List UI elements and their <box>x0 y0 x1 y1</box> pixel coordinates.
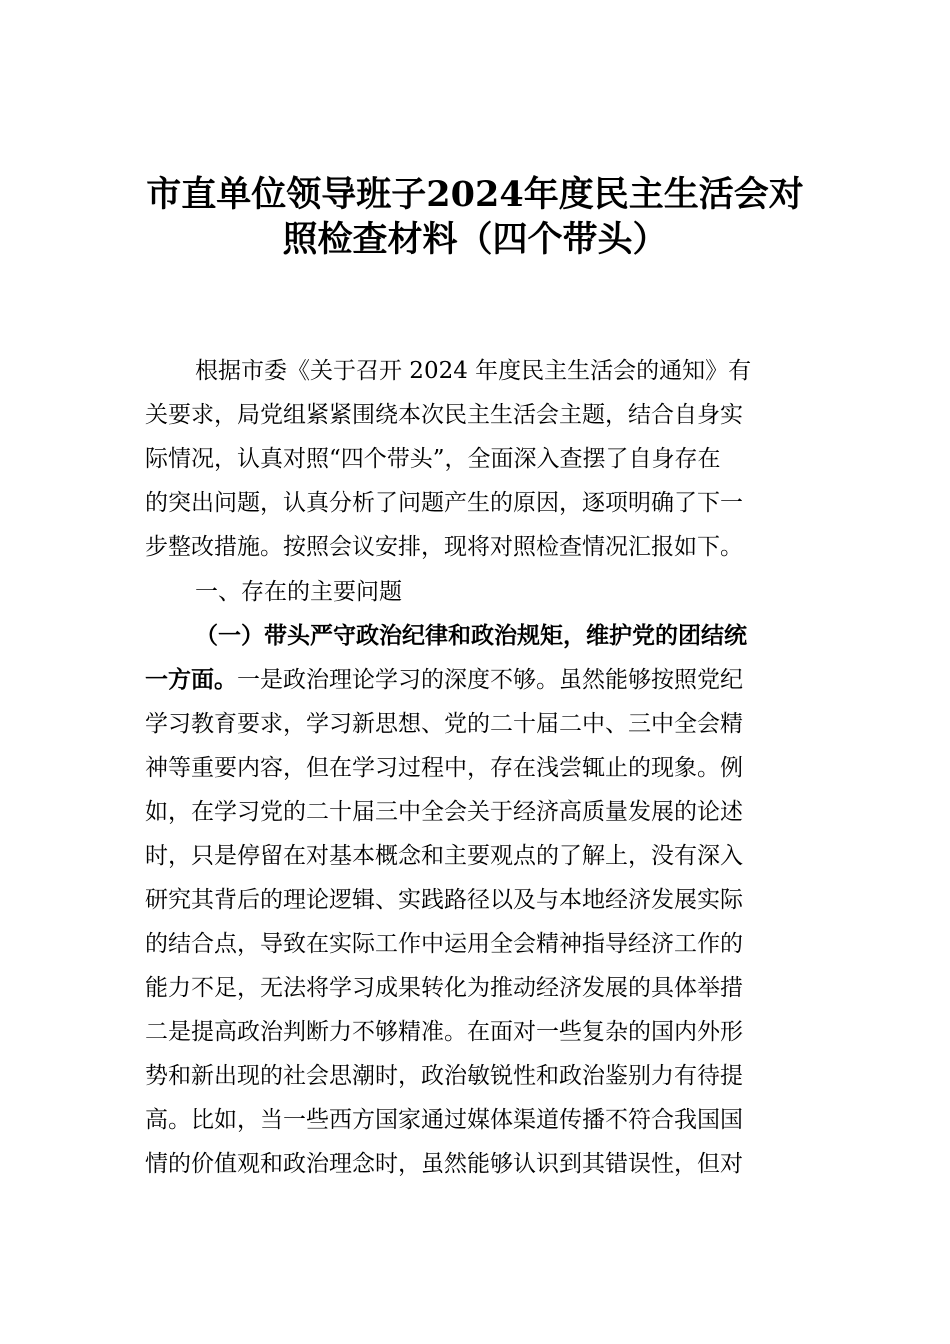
intro-line: 的突出问题，认真分析了问题产生的原因，逐项明确了下一 <box>145 490 743 516</box>
body-line: 能力不足，无法将学习成果转化为推动经济发展的具体举措 <box>145 975 743 1001</box>
body-line: 情的价值观和政治理念时，虽然能够认识到其错误性，但对 <box>145 1151 743 1177</box>
body-line: 神等重要内容，但在学习过程中，存在浅尝辄止的现象。例 <box>145 755 743 781</box>
document-title-line-2: 照检查材料（四个带头） <box>282 219 668 260</box>
subsection-heading: （一）带头严守政治纪律和政治规矩，维护党的团结统 <box>195 622 747 649</box>
subsection-line <box>145 662 805 698</box>
subsection-text: 一是政治理论学习的深度不够。虽然能够按照党纪 <box>237 667 743 693</box>
intro-line: 际情况，认真对照“四个带头”，全面深入查摆了自身存在 <box>145 446 721 472</box>
body-line: 势和新出现的社会思潮时，政治敏锐性和政治鉴别力有待提 <box>145 1063 743 1089</box>
document-title-line-1: 市直单位领导班子2024年度民主生活会对 <box>146 174 804 215</box>
body-line: 如，在学习党的二十届三中全会关于经济高质量发展的论述 <box>145 799 743 825</box>
body-line: 时，只是停留在对基本概念和主要观点的了解上，没有深入 <box>145 843 743 869</box>
section-heading: 一、存在的主要问题 <box>195 579 402 605</box>
intro-line: 根据市委《关于召开 2024 年度民主生活会的通知》有 <box>195 358 752 384</box>
body-line: 研究其背后的理论逻辑、实践路径以及与本地经济发展实际 <box>145 887 743 913</box>
body-line: 高。比如，当一些西方国家通过媒体渠道传播不符合我国国 <box>145 1107 743 1133</box>
body-line: 学习教育要求，学习新思想、党的二十届二中、三中全会精 <box>145 711 743 737</box>
body-line: 的结合点，导致在实际工作中运用全会精神指导经济工作的 <box>145 931 743 957</box>
subsection-heading-tail: 一方面。 <box>145 666 237 693</box>
body-line: 二是提高政治判断力不够精准。在面对一些复杂的国内外形 <box>145 1019 743 1045</box>
intro-line: 步整改措施。按照会议安排，现将对照检查情况汇报如下。 <box>145 534 743 560</box>
intro-line: 关要求，局党组紧紧围绕本次民主生活会主题，结合自身实 <box>145 402 743 428</box>
